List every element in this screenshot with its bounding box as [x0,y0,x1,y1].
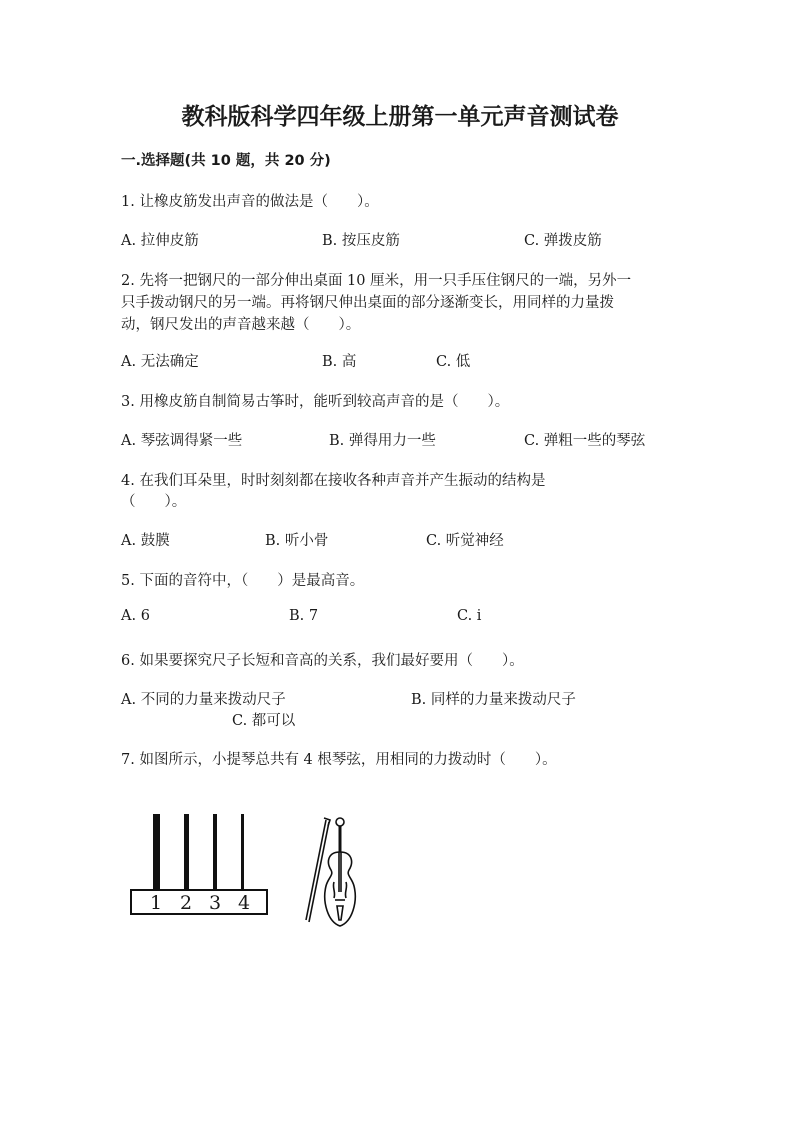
string-diagram [128,808,270,920]
question-4-line-1: 4. 在我们耳朵里，时时刻刻都在接收各种声音并产生振动的结构是 [121,473,546,489]
q6-option-b[interactable]: B. 同样的力量来拨动尺子 [411,692,576,708]
page-title: 教科版科学四年级上册第一单元声音测试卷 [181,104,619,130]
q4-option-b[interactable]: B. 听小骨 [265,533,329,549]
string-number-4: 4 [237,892,251,914]
question-6: 6. 如果要探究尺子长短和音高的关系，我们最好要用（ ）。 [121,653,524,669]
question-4-line-2: （ ）。 [121,494,187,510]
question-5: 5. 下面的音符中，（ ）是最高音。 [121,573,365,589]
q2-option-b[interactable]: B. 高 [322,354,357,370]
question-3: 3. 用橡皮筋自制简易古筝时，能听到较高声音的是（ ）。 [121,394,510,410]
q6-option-c[interactable]: C. 都可以 [232,713,296,729]
string-2 [184,814,189,890]
q4-option-c[interactable]: C. 听觉神经 [426,533,504,549]
string-3 [213,814,217,890]
q1-option-b[interactable]: B. 按压皮筋 [322,233,400,249]
section-heading: 一.选择题(共 10 题，共 20 分) [121,153,331,169]
q3-option-c[interactable]: C. 弹粗一些的琴弦 [524,433,646,449]
q3-option-b[interactable]: B. 弹得用力一些 [329,433,436,449]
q6-option-a[interactable]: A. 不同的力量来拨动尺子 [121,692,286,708]
string-number-2: 2 [179,892,193,914]
q2-option-a[interactable]: A. 无法确定 [121,354,199,370]
question-7: 7. 如图所示，小提琴总共有 4 根琴弦，用相同的力拨动时（ ）。 [121,752,557,768]
q1-option-a[interactable]: A. 拉伸皮筋 [121,233,199,249]
violin-icon [298,812,370,934]
q5-option-a[interactable]: A. 6 [121,608,150,624]
q4-option-a[interactable]: A. 鼓膜 [121,533,170,549]
string-1 [153,814,160,890]
q5-option-c[interactable]: C. i [457,608,482,624]
question-2-line-1: 2. 先将一把钢尺的一部分伸出桌面 10 厘米，用一只手压住钢尺的一端，另外一 [121,273,632,289]
string-number-1: 1 [149,892,163,914]
q2-option-c[interactable]: C. 低 [436,354,471,370]
question-2-line-3: 动，钢尺发出的声音越来越（ ）。 [121,317,361,333]
question-2-line-2: 只手拨动钢尺的另一端。再将钢尺伸出桌面的部分逐渐变长，用同样的力量拨 [121,295,614,311]
q3-option-a[interactable]: A. 琴弦调得紧一些 [121,433,243,449]
string-4 [241,814,244,890]
question-1: 1. 让橡皮筋发出声音的做法是（ ）。 [121,194,379,210]
q1-option-c[interactable]: C. 弹拨皮筋 [524,233,602,249]
q5-option-b[interactable]: B. 7 [289,608,319,624]
string-number-3: 3 [208,892,222,914]
